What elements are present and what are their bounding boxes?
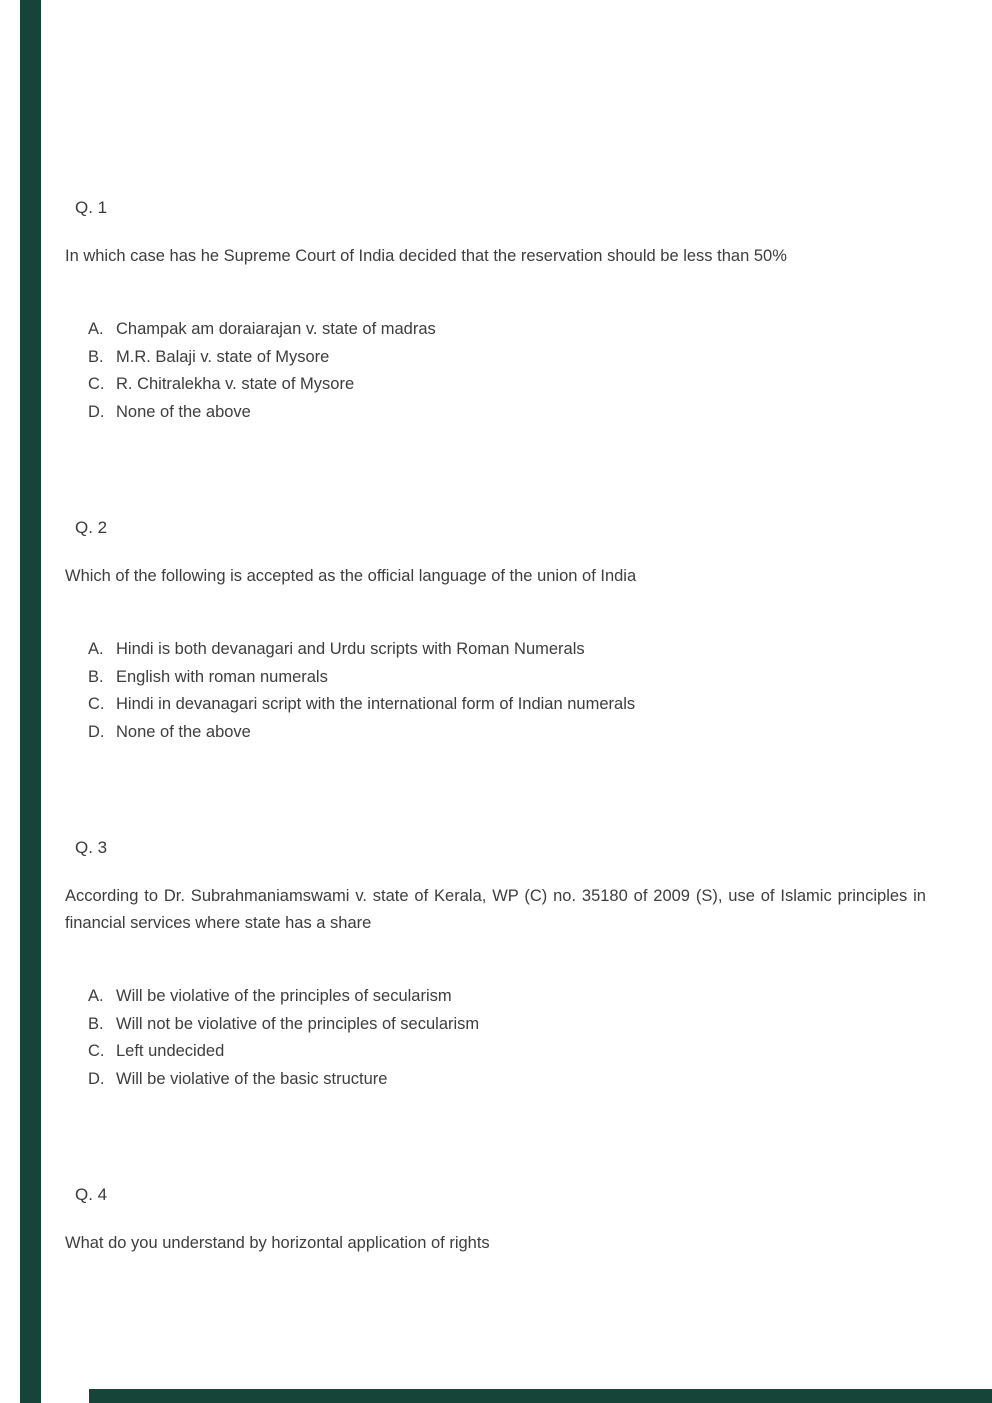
option-text: Hindi in devanagari script with the international form of Indian numerals xyxy=(116,695,636,713)
option-text: English with roman numerals xyxy=(116,667,328,686)
options-list xyxy=(65,316,926,426)
question-text: Which of the following is accepted as the official language of the union of India xyxy=(65,567,637,585)
question-block-1 xyxy=(65,196,926,426)
option-letter: A. xyxy=(88,640,104,658)
option-item xyxy=(88,664,926,692)
option-item xyxy=(88,1011,926,1039)
option-text: Left undecided xyxy=(116,1042,225,1060)
option-text: None of the above xyxy=(116,722,251,741)
option-letter: A. xyxy=(88,987,104,1005)
option-letter: C. xyxy=(88,375,105,393)
quiz-content xyxy=(65,0,926,1257)
question-label: Q. 2 xyxy=(75,518,108,537)
option-letter: C. xyxy=(88,1042,105,1060)
question-label: Q. 3 xyxy=(75,838,108,857)
option-text: Will be violative of the principles of secularism xyxy=(116,987,452,1005)
option-letter: D. xyxy=(88,402,105,421)
question-block-2 xyxy=(65,516,926,746)
option-letter: B. xyxy=(88,347,104,366)
option-text: R. Chitralekha v. state of Mysore xyxy=(116,375,355,393)
question-text: What do you understand by horizontal application of rights xyxy=(65,1234,490,1252)
question-block-4 xyxy=(65,1183,926,1257)
option-item xyxy=(88,316,926,344)
option-item xyxy=(88,983,926,1011)
question-block-3 xyxy=(65,836,926,1093)
option-item xyxy=(88,691,926,719)
option-text: Hindi is both devanagari and Urdu scripts with Roman Numerals xyxy=(116,640,585,658)
option-text: Will be violative of the basic structure xyxy=(116,1069,388,1088)
options-list xyxy=(65,636,926,746)
question-text: According to Dr. Subrahmaniamswami v. state of Kerala, WP (C) no. 35180 of 2009 (S), use of Islamic principles in financial services where state has a share xyxy=(65,887,926,932)
option-text: Will not be violative of the principles of secularism xyxy=(116,1014,480,1033)
question-text: In which case has he Supreme Court of India decided that the reservation should be less than 50% xyxy=(65,247,787,265)
option-letter: B. xyxy=(88,1014,104,1033)
question-label: Q. 1 xyxy=(75,198,108,217)
option-text: None of the above xyxy=(116,402,251,421)
option-text: Champak am doraiarajan v. state of madras xyxy=(116,320,436,338)
option-item xyxy=(88,344,926,372)
question-label: Q. 4 xyxy=(75,1185,108,1204)
option-item xyxy=(88,1038,926,1066)
option-item xyxy=(88,719,926,747)
option-item xyxy=(88,371,926,399)
option-letter: B. xyxy=(88,667,104,686)
options-list xyxy=(65,983,926,1093)
option-item xyxy=(88,1066,926,1094)
bottom-accent-bar xyxy=(89,1389,992,1403)
option-text: M.R. Balaji v. state of Mysore xyxy=(116,347,330,366)
option-letter: C. xyxy=(88,695,105,713)
left-accent-bar xyxy=(20,0,41,1403)
option-letter: A. xyxy=(88,320,104,338)
option-letter: D. xyxy=(88,1069,105,1088)
option-item xyxy=(88,399,926,427)
option-item xyxy=(88,636,926,664)
option-letter: D. xyxy=(88,722,105,741)
